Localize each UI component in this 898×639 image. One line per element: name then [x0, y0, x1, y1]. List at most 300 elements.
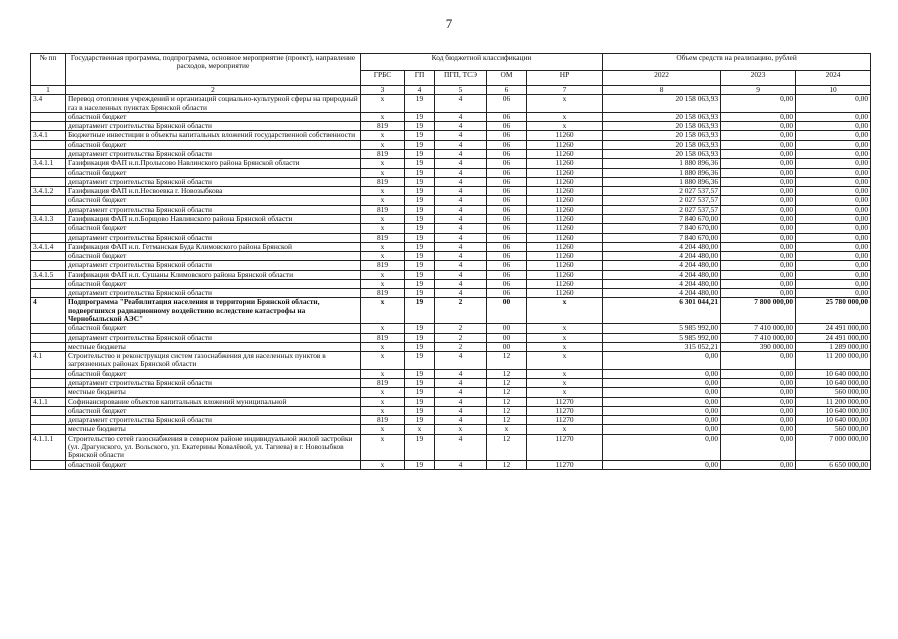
row-2022: 0,00 — [603, 388, 721, 397]
row-ppgp: 2 — [435, 298, 487, 324]
row-om: 06 — [487, 252, 527, 261]
row-np: 11270 — [527, 406, 603, 415]
row-2024: 0,00 — [796, 205, 871, 214]
row-om: 06 — [487, 289, 527, 298]
row-grbs: х — [361, 187, 405, 196]
row-ppgp: 4 — [435, 270, 487, 279]
row-gp: 19 — [405, 342, 435, 351]
row-gp: 19 — [405, 369, 435, 378]
row-2022: 5 985 992,00 — [603, 324, 721, 333]
budget-table — [30, 53, 871, 470]
row-num — [31, 177, 66, 186]
row-name: департамент строительства Брянской области — [66, 149, 361, 158]
row-2022: 20 158 063,93 — [603, 122, 721, 131]
row-2022: 5 985 992,00 — [603, 333, 721, 342]
table-row — [31, 406, 871, 415]
row-om: 06 — [487, 168, 527, 177]
row-gp: 19 — [405, 261, 435, 270]
header-name: Государственная программа, подпрограмма, основное мероприятие (проект), направление расходов, мероприятие — [66, 54, 361, 86]
row-2022: 0,00 — [603, 425, 721, 434]
header-2022: 2022 — [603, 71, 721, 86]
row-ppgp: 4 — [435, 279, 487, 288]
row-name: местные бюджеты — [66, 388, 361, 397]
row-num: 3.4.1.4 — [31, 242, 66, 251]
row-2022: 0,00 — [603, 434, 721, 460]
row-np: х — [527, 112, 603, 121]
row-grbs: 819 — [361, 379, 405, 388]
row-grbs: 819 — [361, 149, 405, 158]
row-name: департамент строительства Брянской области — [66, 379, 361, 388]
row-2022: 4 204 480,00 — [603, 252, 721, 261]
row-om: 06 — [487, 224, 527, 233]
row-ppgp: 4 — [435, 95, 487, 113]
row-np: 11260 — [527, 140, 603, 149]
row-num: 4 — [31, 298, 66, 324]
row-2022: 0,00 — [603, 460, 721, 469]
table-row — [31, 397, 871, 406]
row-num — [31, 261, 66, 270]
row-2024: 0,00 — [796, 261, 871, 270]
row-om: 12 — [487, 406, 527, 415]
row-ppgp: 4 — [435, 187, 487, 196]
col-num-6: 6 — [487, 86, 527, 95]
row-grbs: х — [361, 434, 405, 460]
row-ppgp: 4 — [435, 252, 487, 261]
row-2024: 10 640 000,00 — [796, 406, 871, 415]
row-num: 3.4.1.2 — [31, 187, 66, 196]
table-row — [31, 149, 871, 158]
row-om: 06 — [487, 233, 527, 242]
row-2023: 0,00 — [721, 434, 796, 460]
row-om: 12 — [487, 397, 527, 406]
row-gp: 19 — [405, 289, 435, 298]
row-2024: 10 640 000,00 — [796, 416, 871, 425]
row-np: 11260 — [527, 205, 603, 214]
row-2024: 0,00 — [796, 270, 871, 279]
row-2022: 1 880 896,36 — [603, 159, 721, 168]
row-gp: 19 — [405, 205, 435, 214]
row-name: департамент строительства Брянской области — [66, 177, 361, 186]
row-2023: 0,00 — [721, 149, 796, 158]
row-num: 3.4.1.3 — [31, 214, 66, 223]
row-grbs: х — [361, 214, 405, 223]
row-grbs: х — [361, 352, 405, 370]
row-om: 06 — [487, 122, 527, 131]
row-grbs: х — [361, 140, 405, 149]
row-2024: 0,00 — [796, 214, 871, 223]
row-name: местные бюджеты — [66, 425, 361, 434]
row-name: областной бюджет — [66, 112, 361, 121]
row-num — [31, 252, 66, 261]
row-name: областной бюджет — [66, 369, 361, 378]
row-name: Газификация ФАП н.п.Борщово Навлинского района Брянской области — [66, 214, 361, 223]
row-grbs: х — [361, 112, 405, 121]
row-grbs: 819 — [361, 289, 405, 298]
row-om: 12 — [487, 388, 527, 397]
row-num — [31, 324, 66, 333]
row-grbs: х — [361, 388, 405, 397]
row-num — [31, 279, 66, 288]
row-ppgp: 4 — [435, 205, 487, 214]
row-num — [31, 224, 66, 233]
row-om: 06 — [487, 187, 527, 196]
col-num-1: 1 — [31, 86, 66, 95]
row-np: 11260 — [527, 224, 603, 233]
row-2024: 0,00 — [796, 252, 871, 261]
table-row — [31, 369, 871, 378]
row-2023: 0,00 — [721, 233, 796, 242]
row-om: 06 — [487, 279, 527, 288]
row-om: 06 — [487, 112, 527, 121]
row-2023: 0,00 — [721, 95, 796, 113]
row-2023: 0,00 — [721, 140, 796, 149]
row-np: 11260 — [527, 252, 603, 261]
row-2022: 6 301 044,21 — [603, 298, 721, 324]
row-num — [31, 149, 66, 158]
row-ppgp: 4 — [435, 289, 487, 298]
row-om: 12 — [487, 379, 527, 388]
row-2023: 0,00 — [721, 270, 796, 279]
row-num: 3.4.1.1 — [31, 159, 66, 168]
row-num: 3.4.1 — [31, 131, 66, 140]
row-np: х — [527, 298, 603, 324]
table-row — [31, 242, 871, 251]
row-om: 06 — [487, 214, 527, 223]
row-2023: 7 410 000,00 — [721, 324, 796, 333]
row-np: х — [527, 342, 603, 351]
row-gp: 19 — [405, 177, 435, 186]
row-om: х — [487, 425, 527, 434]
row-2024: 0,00 — [796, 187, 871, 196]
row-gp: 19 — [405, 242, 435, 251]
row-gp: 19 — [405, 187, 435, 196]
row-ppgp: 4 — [435, 460, 487, 469]
row-ppgp: 4 — [435, 406, 487, 415]
row-np: 11260 — [527, 270, 603, 279]
row-2024: 10 640 000,00 — [796, 369, 871, 378]
row-np: 11260 — [527, 214, 603, 223]
row-grbs: х — [361, 224, 405, 233]
row-gp: 19 — [405, 159, 435, 168]
header-np: НР — [527, 71, 603, 86]
row-ppgp: 4 — [435, 233, 487, 242]
row-gp: 19 — [405, 270, 435, 279]
row-name: Бюджетные инвестиции в объекты капитальных вложений государственной собственности — [66, 131, 361, 140]
row-2022: 7 840 670,00 — [603, 214, 721, 223]
table-row — [31, 122, 871, 131]
header-kbk: Код бюджетной классификации — [361, 54, 603, 71]
row-ppgp: 4 — [435, 214, 487, 223]
row-ppgp: 4 — [435, 177, 487, 186]
row-om: 12 — [487, 416, 527, 425]
row-num — [31, 112, 66, 121]
table-row — [31, 224, 871, 233]
row-name: областной бюджет — [66, 252, 361, 261]
header-grbs: ГРБС — [361, 71, 405, 86]
row-np: 11260 — [527, 289, 603, 298]
table-row — [31, 187, 871, 196]
row-2023: 0,00 — [721, 416, 796, 425]
row-2022: 20 158 063,93 — [603, 149, 721, 158]
row-2024: 24 491 000,00 — [796, 333, 871, 342]
row-2022: 20 158 063,93 — [603, 112, 721, 121]
row-2024: 11 200 000,00 — [796, 397, 871, 406]
row-ppgp: 2 — [435, 324, 487, 333]
row-num: 3.4 — [31, 95, 66, 113]
table-row — [31, 177, 871, 186]
row-2024: 0,00 — [796, 177, 871, 186]
table-row — [31, 434, 871, 460]
row-gp: 19 — [405, 279, 435, 288]
row-ppgp: 4 — [435, 352, 487, 370]
table-row — [31, 388, 871, 397]
table-row — [31, 140, 871, 149]
row-gp: 19 — [405, 95, 435, 113]
row-num: 3.4.1.5 — [31, 270, 66, 279]
row-gp: 19 — [405, 333, 435, 342]
row-np: 11260 — [527, 261, 603, 270]
row-np: 11260 — [527, 242, 603, 251]
row-om: 12 — [487, 434, 527, 460]
row-2022: 4 204 480,00 — [603, 261, 721, 270]
row-grbs: х — [361, 131, 405, 140]
header-amount: Объем средств на реализацию, рублей — [603, 54, 871, 71]
row-grbs: 819 — [361, 333, 405, 342]
row-grbs: х — [361, 252, 405, 261]
table-row — [31, 261, 871, 270]
row-grbs: х — [361, 279, 405, 288]
row-2022: 0,00 — [603, 416, 721, 425]
row-name: Газификация ФАП н.п. Гетманская Буда Климовского района Брянской — [66, 242, 361, 251]
row-np: 11270 — [527, 434, 603, 460]
row-gp: х — [405, 425, 435, 434]
row-om: 00 — [487, 342, 527, 351]
row-name: областной бюджет — [66, 406, 361, 415]
row-gp: 19 — [405, 352, 435, 370]
row-num — [31, 406, 66, 415]
row-num — [31, 168, 66, 177]
row-gp: 19 — [405, 196, 435, 205]
row-om: 06 — [487, 159, 527, 168]
row-om: 06 — [487, 270, 527, 279]
row-gp: 19 — [405, 168, 435, 177]
row-2024: 10 640 000,00 — [796, 379, 871, 388]
row-2023: 7 800 000,00 — [721, 298, 796, 324]
row-ppgp: 4 — [435, 242, 487, 251]
row-2024: 0,00 — [796, 140, 871, 149]
row-grbs: 819 — [361, 122, 405, 131]
table-row — [31, 214, 871, 223]
row-name: областной бюджет — [66, 279, 361, 288]
row-2023: 0,00 — [721, 214, 796, 223]
row-ppgp: 2 — [435, 333, 487, 342]
row-grbs: х — [361, 342, 405, 351]
row-num — [31, 140, 66, 149]
row-2022: 2 027 537,57 — [603, 187, 721, 196]
row-num — [31, 233, 66, 242]
row-name: Строительство и реконструкция систем газоснабжения для населенных пунктов в загрязненных районах Брянской области — [66, 352, 361, 370]
row-name: департамент строительства Брянской области — [66, 122, 361, 131]
row-2022: 20 158 063,93 — [603, 140, 721, 149]
row-gp: 19 — [405, 224, 435, 233]
row-num: 4.1 — [31, 352, 66, 370]
row-2022: 0,00 — [603, 406, 721, 415]
row-2023: 0,00 — [721, 379, 796, 388]
row-2023: 0,00 — [721, 352, 796, 370]
col-num-9: 9 — [721, 86, 796, 95]
table-row — [31, 159, 871, 168]
row-ppgp: 4 — [435, 149, 487, 158]
row-2024: 0,00 — [796, 233, 871, 242]
col-num-5: 5 — [435, 86, 487, 95]
table-row — [31, 196, 871, 205]
row-gp: 19 — [405, 122, 435, 131]
table-row — [31, 324, 871, 333]
row-name: департамент строительства Брянской области — [66, 289, 361, 298]
row-2024: 0,00 — [796, 168, 871, 177]
row-gp: 19 — [405, 112, 435, 121]
row-np: х — [527, 95, 603, 113]
row-2024: 24 491 000,00 — [796, 324, 871, 333]
row-num — [31, 416, 66, 425]
row-2023: 0,00 — [721, 159, 796, 168]
row-2024: 7 000 000,00 — [796, 434, 871, 460]
row-2023: 0,00 — [721, 369, 796, 378]
row-2024: 0,00 — [796, 149, 871, 158]
row-2023: 0,00 — [721, 224, 796, 233]
row-name: областной бюджет — [66, 168, 361, 177]
row-name: местные бюджеты — [66, 342, 361, 351]
row-grbs: х — [361, 324, 405, 333]
row-2024: 25 780 000,00 — [796, 298, 871, 324]
row-ppgp: 4 — [435, 168, 487, 177]
row-np: х — [527, 425, 603, 434]
row-grbs: х — [361, 196, 405, 205]
row-ppgp: 4 — [435, 159, 487, 168]
row-name: областной бюджет — [66, 140, 361, 149]
row-2023: 0,00 — [721, 279, 796, 288]
row-ppgp: 4 — [435, 397, 487, 406]
row-gp: 19 — [405, 388, 435, 397]
row-np: х — [527, 388, 603, 397]
col-num-2: 2 — [66, 86, 361, 95]
row-om: 06 — [487, 177, 527, 186]
table-row — [31, 333, 871, 342]
row-num — [31, 333, 66, 342]
row-np: 11270 — [527, 460, 603, 469]
row-np: 11260 — [527, 196, 603, 205]
row-np: х — [527, 379, 603, 388]
header-om: ОМ — [487, 71, 527, 86]
row-num — [31, 388, 66, 397]
row-2023: 0,00 — [721, 242, 796, 251]
row-gp: 19 — [405, 233, 435, 242]
table-row — [31, 112, 871, 121]
row-name: Перевод отопления учреждений и организаций социально-культурной сферы на природный газ в населенных пунктах Брянской области — [66, 95, 361, 113]
table-row — [31, 460, 871, 469]
row-2024: 0,00 — [796, 289, 871, 298]
row-2022: 20 158 063,93 — [603, 95, 721, 113]
row-grbs: х — [361, 460, 405, 469]
row-2023: 0,00 — [721, 397, 796, 406]
table-row — [31, 205, 871, 214]
row-2023: 0,00 — [721, 168, 796, 177]
row-np: 11260 — [527, 168, 603, 177]
row-gp: 19 — [405, 324, 435, 333]
row-num — [31, 425, 66, 434]
row-ppgp: 4 — [435, 196, 487, 205]
row-grbs: 819 — [361, 233, 405, 242]
row-num — [31, 379, 66, 388]
row-name: департамент строительства Брянской области — [66, 261, 361, 270]
row-om: 06 — [487, 131, 527, 140]
row-2022: 0,00 — [603, 369, 721, 378]
row-name: Подпрограмма "Реабилитация населения и территории Брянской области, подвергшихся радиационному воздействию вследствие катастрофы на Чернобыльской АЭС" — [66, 298, 361, 324]
row-ppgp: 4 — [435, 261, 487, 270]
row-2023: 0,00 — [721, 460, 796, 469]
row-name: областной бюджет — [66, 196, 361, 205]
row-np: 11260 — [527, 233, 603, 242]
row-2022: 4 204 480,00 — [603, 242, 721, 251]
row-2023: 0,00 — [721, 261, 796, 270]
row-name: Газификация ФАП н.п.Пролысово Навлинского района Брянской области — [66, 159, 361, 168]
row-2022: 20 158 063,93 — [603, 131, 721, 140]
table-row — [31, 270, 871, 279]
row-2022: 7 840 670,00 — [603, 233, 721, 242]
row-np: 11260 — [527, 159, 603, 168]
row-np: 11260 — [527, 131, 603, 140]
row-2024: 0,00 — [796, 112, 871, 121]
row-num — [31, 196, 66, 205]
row-2023: 0,00 — [721, 177, 796, 186]
row-np: 11270 — [527, 397, 603, 406]
row-ppgp: 4 — [435, 416, 487, 425]
row-np: х — [527, 324, 603, 333]
row-om: 12 — [487, 352, 527, 370]
row-name: департамент строительства Брянской области — [66, 233, 361, 242]
row-gp: 19 — [405, 214, 435, 223]
row-num — [31, 369, 66, 378]
row-2023: 0,00 — [721, 388, 796, 397]
row-om: 06 — [487, 196, 527, 205]
row-name: областной бюджет — [66, 224, 361, 233]
row-gp: 19 — [405, 397, 435, 406]
row-ppgp: 4 — [435, 369, 487, 378]
row-name: областной бюджет — [66, 324, 361, 333]
row-num — [31, 205, 66, 214]
row-gp: 19 — [405, 140, 435, 149]
row-np: х — [527, 369, 603, 378]
row-grbs: х — [361, 369, 405, 378]
row-np: 11260 — [527, 187, 603, 196]
row-num — [31, 460, 66, 469]
row-2023: 0,00 — [721, 406, 796, 415]
row-2024: 560 000,00 — [796, 388, 871, 397]
table-row — [31, 425, 871, 434]
row-2022: 0,00 — [603, 352, 721, 370]
row-gp: 19 — [405, 434, 435, 460]
table-row — [31, 352, 871, 370]
row-2023: 0,00 — [721, 131, 796, 140]
col-num-7: 7 — [527, 86, 603, 95]
header-2023: 2023 — [721, 71, 796, 86]
row-np: х — [527, 333, 603, 342]
row-name: Софинансирование объектов капитальных вложений муниципальной — [66, 397, 361, 406]
row-2023: 0,00 — [721, 289, 796, 298]
row-om: 06 — [487, 140, 527, 149]
row-om: 00 — [487, 333, 527, 342]
row-name: областной бюджет — [66, 460, 361, 469]
